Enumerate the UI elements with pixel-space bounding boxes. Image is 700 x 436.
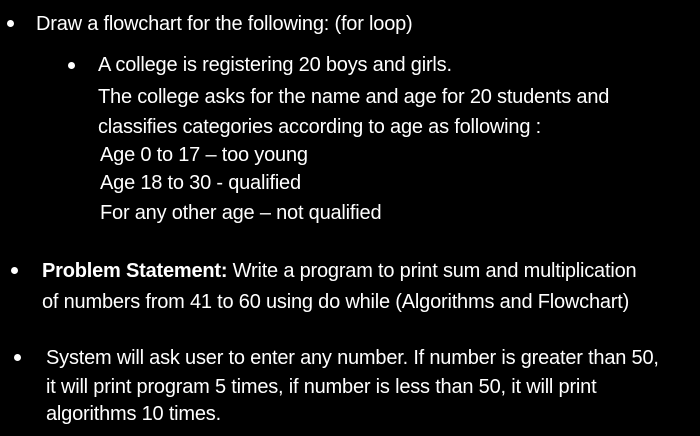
problem-statement-line [42,259,636,283]
task1-line: A college is registering 20 boys and girls. [98,54,452,76]
bullet-icon [7,20,14,27]
task3-line: algorithms 10 times. [46,403,221,425]
problem-statement-text: Write a program to print sum and multiplication [227,260,637,282]
task1-line: The college asks for the name and age for 20 students and [98,86,610,108]
task1-line: Age 18 to 30 - qualified [100,172,301,194]
bullet-icon [68,62,75,69]
problem-statement-label: Problem Statement: [42,260,228,282]
task1-line: Age 0 to 17 – too young [100,144,308,166]
problem-statement-line-2: of numbers from 41 to 60 using do while (Algorithms and Flowchart) [42,291,630,313]
bullet-icon [11,267,18,274]
task1-heading: Draw a flowchart for the following: (for loop) [36,13,413,35]
task1-line: classifies categories according to age as following : [98,116,541,138]
bullet-icon [14,354,21,361]
task3-line: System will ask user to enter any number. If number is greater than 50, [46,347,659,369]
task1-line: For any other age – not qualified [100,202,382,224]
task3-line: it will print program 5 times, if number is less than 50, it will print [46,376,597,398]
